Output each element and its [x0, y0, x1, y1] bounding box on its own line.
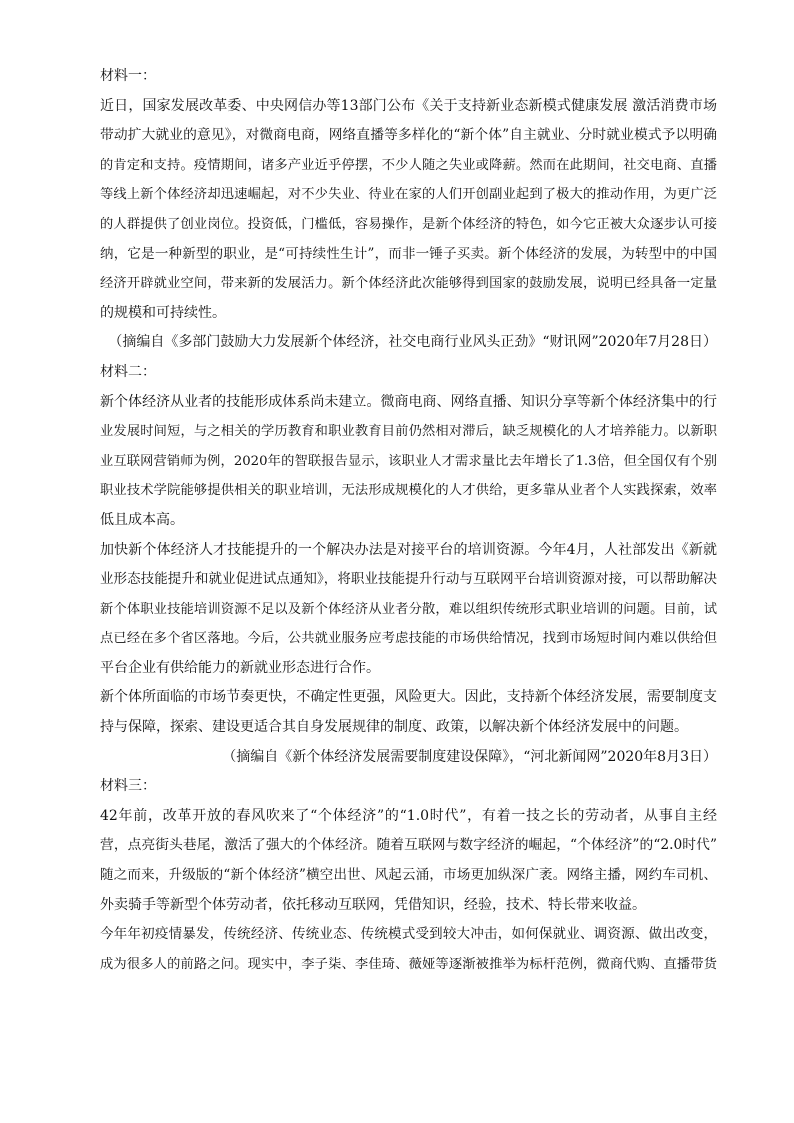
paragraph-line: 业互联网营销师为例，2020年的智联报告显示，该职业人才需求量比去年增长了1.3倍，但全国仅有个别	[100, 453, 717, 469]
paragraph-line: 42年前，改革开放的春风吹来了“个体经济”的“1.0时代”，有着一技之长的劳动者，从事自主经	[100, 807, 717, 824]
paragraph-line: 成为很多人的前路之问。现实中，李子柒、李佳琦、薇娅等逐渐被推举为标杆范例，微商代购、直播带货	[100, 956, 717, 972]
paragraph-line: 随之而来，升级版的“新个体经济”横空出世、风起云涌，市场更加纵深广袤。网络主播，网约车司机、	[100, 867, 717, 884]
paragraph-line: 营，点亮街头巷尾，激活了强大的个体经济。随着互联网与数字经济的崛起，“个体经济”的“2.0时代”	[100, 837, 717, 854]
paragraph-line: 职业技术学院能够提供相关的职业培训，无法形成规模化的人才供给，更多靠从业者个人实践探索，效率	[100, 483, 717, 499]
section-heading: 材料二：	[100, 363, 156, 380]
paragraph-line: 加快新个体经济人才技能提升的一个解决办法是对接平台的培训资源。今年4月，人社部发出《新就	[100, 541, 717, 558]
paragraph-line: 的规模和可持续性。	[100, 304, 226, 321]
paragraph-line: 新个体经济从业者的技能形成体系尚未建立。微商电商、网络直播、知识分享等新个体经济集中的行	[100, 393, 717, 410]
source-citation: （摘编自《新个体经济发展需要制度建设保障》，“河北新闻网”2020年8月3日）	[222, 748, 717, 765]
section-heading: 材料一：	[100, 68, 156, 84]
paragraph-line: 平台企业有供给能力的新就业形态进行合作。	[100, 659, 380, 676]
paragraph-line: 今年年初疫情暴发，传统经济、传统业态、传统模式受到较大冲击，如何保就业、调资源、做出改变，	[100, 926, 717, 943]
paragraph-line: 近日，国家发展改革委、中央网信办等13部门公布《关于支持新业态新模式健康发展 激活消费市场	[100, 97, 717, 114]
paragraph-line: 新个体所面临的市场节奏更快，不确定性更强，风险更大。因此，支持新个体经济发展，需要制度支	[100, 689, 717, 706]
paragraph-line: 经济开辟就业空间，带来新的发展活力。新个体经济此次能够得到国家的鼓励发展，说明已经具备一定量	[100, 276, 717, 292]
paragraph-line: 等线上新个体经济却迅速崛起，对不少失业、待业在家的人们开创副业起到了极大的推动作用，为更广泛	[100, 187, 717, 203]
paragraph-line: 外卖骑手等新型个体劳动者，依托移动互联网，凭借知识，经验，技术、特长带来收益。	[100, 896, 646, 913]
paragraph-line: 持与保障，探索、建设更适合其自身发展规律的制度、政策，以解决新个体经济发展中的问题。	[100, 719, 688, 736]
paragraph-line: 的肯定和支持。疫情期间，诸多产业近乎停摆，不少人随之失业或降薪。然而在此期间，社交电商、直播	[100, 157, 717, 173]
paragraph-line: 业形态技能提升和就业促进试点通知》，将职业技能提升行动与互联网平台培训资源对接，可以帮助解决	[100, 571, 717, 588]
paragraph-line: 点已经在多个省区落地。今后，公共就业服务应考虑技能的市场供给情况，找到市场短时间内难以供给但	[100, 631, 717, 647]
paragraph-line: 低且成本高。	[100, 511, 184, 528]
paragraph-line: 业发展时间短，与之相关的学历教育和职业教育目前仍然相对滞后，缺乏规模化的人才培养能力。以新职	[100, 424, 717, 440]
section-heading: 材料三：	[100, 778, 156, 795]
paragraph-line: 带动扩大就业的意见》，对微商电商，网络直播等多样化的“新个体”自主就业、分时就业模式予以明确	[100, 127, 717, 144]
document-body	[100, 62, 717, 979]
paragraph-line: 纳，它是一种新型的职业，是“可持续性生计”，而非一锤子买卖。新个体经济的发展，为转型中的中国	[100, 245, 717, 262]
paragraph-line: 的人群提供了创业岗位。投资低，门槛低，容易操作，是新个体经济的特色，如今它正被大众逐步认可接	[100, 216, 717, 232]
source-citation: （摘编自《多部门鼓励大力发展新个体经济，社交电商行业风头正劲》“财讯网”2020年7月28日）	[108, 334, 717, 351]
paragraph-line: 新个体职业技能培训资源不足以及新个体经济从业者分散，难以组织传统形式职业培训的问题。目前，试	[100, 601, 717, 617]
